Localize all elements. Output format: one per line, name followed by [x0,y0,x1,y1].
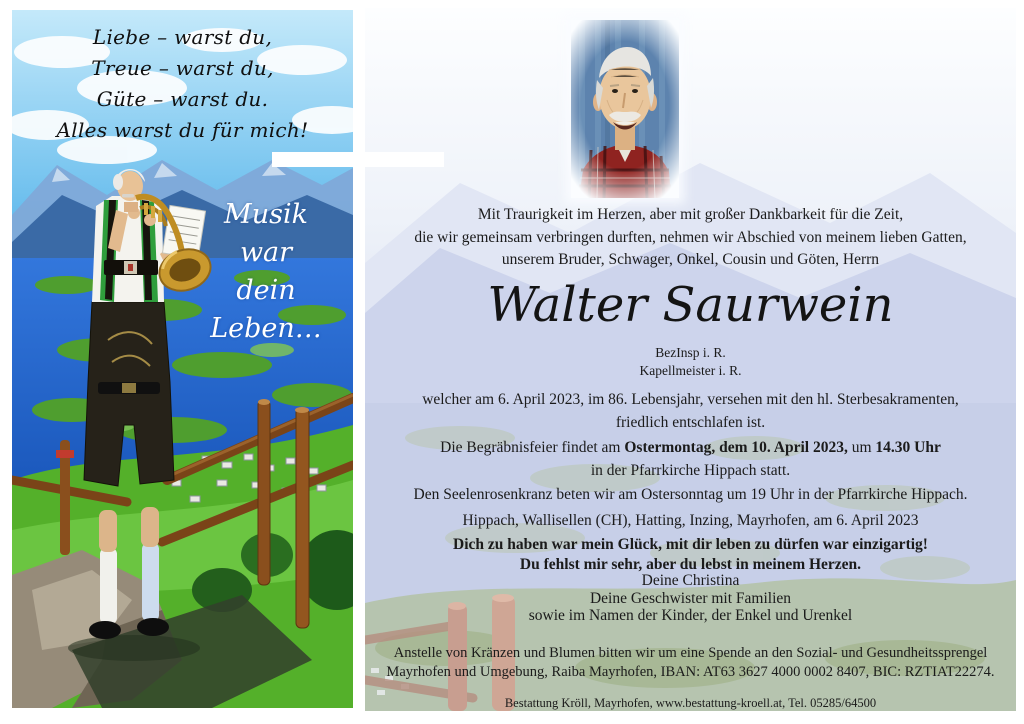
obituary-text-page [365,8,1016,711]
funeral-pre: Die Begräbnisfeier findet am [440,439,621,456]
passing-line: friedlich entschlafen ist. [615,413,766,431]
title-line: BezInsp i. R. [655,345,726,360]
undertaker-info: Bestattung Kröll, Mayrhofen, www.bestattung-kroell.at, Tel. 05285/64500 [504,696,877,710]
poem-line: Alles warst du für mich! [56,118,309,142]
caption-line: Musik [224,199,308,230]
funeral-notice [365,437,1016,482]
funeral-mid: um [851,439,872,456]
mourners-list [365,572,1016,625]
intro-line: die wir gemeinsam verbringen durften, nehmen wir Abschied von meinem lieben Gatten, [414,228,967,246]
passing-paragraph [365,389,1016,434]
portrait-photo [571,20,679,198]
memorial-photo-panel [12,10,353,708]
blank-strip [272,152,444,167]
poem-line: Liebe – warst du, [92,25,273,49]
poem-line: Treue – warst du, [91,56,274,80]
portrait-soft-edge [571,20,679,198]
deceased-titles [365,344,1016,379]
donation-line: Anstelle von Kränzen und Blumen bitten wir um eine Spende an den Sozial- und Gesundheitssprengel [393,645,988,661]
caption-line: war [239,237,293,268]
farewell-line: Dich zu haben war mein Glück, mit dir leben zu dürfen war einzigartig! [453,536,928,553]
mourner-line: sowie im Namen der Kinder, der Enkel und Urenkel [528,607,853,624]
mourner-line: Deine Geschwister mit Familien [589,589,792,607]
mourner-line: Deine Christina [641,572,740,589]
places-and-date: Hippach, Wallisellen (CH), Hatting, Inzing, Mayrhofen, am 6. April 2023 [462,512,919,529]
caption-line: Leben… [210,313,322,344]
funeral-time: 14.30 Uhr [875,439,941,456]
poem-line: Güte – warst du. [96,87,269,111]
caption-line: dein [236,275,296,306]
donation-request [365,644,1016,681]
passing-line: welcher am 6. April 2023, im 86. Lebensjahr, versehen mit den hl. Sterbesakramenten, [422,391,959,408]
farewell-verse [365,535,1016,574]
intro-paragraph [365,204,1016,272]
intro-line: Mit Traurigkeit im Herzen, aber mit großer Dankbarkeit für die Zeit, [477,206,904,223]
funeral-date: Ostermontag, dem 10. April 2023, [624,439,848,456]
photo-caption [180,196,352,348]
rosary-notice: Den Seelenrosenkranz beten wir am Ostersonntag um 19 Uhr in der Pfarrkirche Hippach. [413,486,968,503]
title-line: Kapellmeister i. R. [639,362,742,378]
deceased-name: Walter Saurwein [487,277,894,333]
intro-line: unserem Bruder, Schwager, Onkel, Cousin und Göten, Herrn [501,251,880,268]
donation-line: Mayrhofen und Umgebung, Raiba Mayrhofen, IBAN: AT63 3627 4000 0002 8407, BIC: RZTIAT22274. [386,663,995,680]
memorial-poem [12,22,353,146]
funeral-line-2: in der Pfarrkirche Hippach statt. [590,461,791,479]
farewell-line: Du fehlst mir sehr, aber du lebst in meinem Herzen. [519,555,862,573]
funeral-line-1 [365,437,1016,460]
